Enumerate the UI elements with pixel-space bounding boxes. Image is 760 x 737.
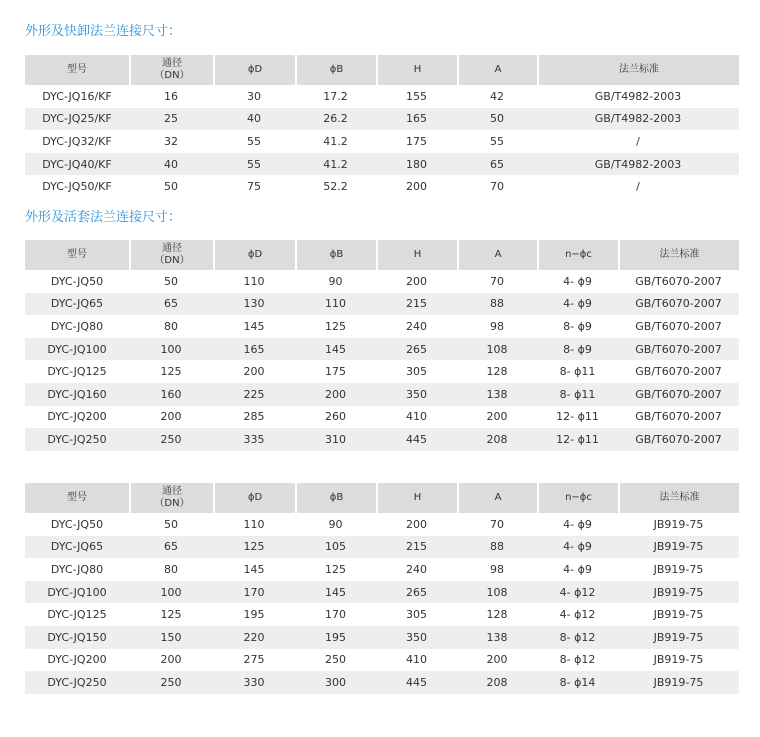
cell-h: 240 bbox=[406, 319, 427, 333]
cell-dn: 80 bbox=[164, 562, 178, 576]
table-row bbox=[25, 270, 739, 293]
cell-phib: 250 bbox=[325, 653, 346, 667]
cell-h: 155 bbox=[406, 89, 427, 103]
cell-dn: 25 bbox=[129, 108, 213, 131]
cell-standard: JB919-75 bbox=[653, 562, 704, 576]
cell-a: 70 bbox=[490, 274, 504, 288]
col-header-standard: 法兰标准 bbox=[537, 55, 739, 85]
cell-standard: GB/T6070-2007 bbox=[635, 365, 722, 379]
cell-model: DYC-JQ80 bbox=[50, 562, 104, 576]
cell-a: 138 bbox=[457, 626, 537, 649]
cell-phib: 105 bbox=[295, 536, 376, 559]
table-row bbox=[25, 293, 739, 316]
cell-phid: 275 bbox=[243, 653, 265, 667]
col-header-a: A bbox=[457, 240, 537, 270]
cell-dn: 100 bbox=[129, 581, 213, 604]
cell-h: 240 bbox=[406, 562, 427, 576]
cell-holes: 4- ϕ9 bbox=[563, 274, 592, 288]
cell-standard: GB/T6070-2007 bbox=[618, 428, 739, 451]
cell-phib: 200 bbox=[295, 383, 376, 406]
cell-h: 200 bbox=[406, 517, 427, 531]
cell-phib: 145 bbox=[295, 581, 376, 604]
cell-h: 215 bbox=[376, 536, 457, 559]
col-header-dn: 通径 （DN） bbox=[129, 240, 213, 270]
cell-standard: GB/T4982-2003 bbox=[594, 89, 682, 103]
col-header-a: A bbox=[457, 483, 537, 513]
cell-h: 305 bbox=[406, 365, 427, 379]
loose-flange-table-jb bbox=[25, 483, 739, 694]
col-header-model: 型号 bbox=[25, 55, 129, 85]
cell-h: 445 bbox=[376, 428, 457, 451]
cell-phib: 41.2 bbox=[295, 153, 376, 176]
cell-a: 55 bbox=[490, 134, 504, 148]
col-header-phid: ϕD bbox=[213, 55, 295, 85]
cell-holes: 4- ϕ9 bbox=[563, 517, 592, 531]
cell-dn: 50 bbox=[164, 517, 178, 531]
cell-holes: 4- ϕ9 bbox=[537, 293, 618, 316]
col-header-model: 型号 bbox=[25, 483, 129, 513]
cell-phid: 55 bbox=[213, 153, 295, 176]
cell-phid: 110 bbox=[243, 274, 265, 288]
cell-standard: JB919-75 bbox=[653, 608, 704, 622]
table-row bbox=[25, 85, 739, 108]
table-header-row bbox=[25, 55, 739, 85]
cell-phib: 195 bbox=[295, 626, 376, 649]
cell-standard: JB919-75 bbox=[618, 536, 739, 559]
cell-phid: 145 bbox=[243, 562, 265, 576]
cell-h: 175 bbox=[406, 134, 427, 148]
cell-h: 265 bbox=[376, 581, 457, 604]
cell-phid: 125 bbox=[213, 536, 295, 559]
cell-dn: 32 bbox=[164, 134, 178, 148]
table-row bbox=[25, 360, 739, 383]
cell-model: DYC-JQ125 bbox=[47, 608, 107, 622]
cell-h: 180 bbox=[376, 153, 457, 176]
cell-model: DYC-JQ200 bbox=[47, 410, 107, 424]
cell-phib: 300 bbox=[295, 671, 376, 694]
cell-standard: / bbox=[636, 134, 640, 148]
cell-h: 265 bbox=[376, 338, 457, 361]
cell-a: 50 bbox=[457, 108, 537, 131]
cell-a: 88 bbox=[457, 536, 537, 559]
table-row bbox=[25, 603, 739, 626]
col-header-phib: ϕB bbox=[295, 483, 376, 513]
cell-holes: 12- ϕ11 bbox=[556, 410, 599, 424]
col-header-dn: 通径 （DN） bbox=[129, 483, 213, 513]
cell-h: 200 bbox=[406, 180, 427, 194]
table-row bbox=[25, 581, 739, 604]
cell-phib: 175 bbox=[325, 365, 346, 379]
cell-a: 208 bbox=[457, 428, 537, 451]
table-row bbox=[25, 536, 739, 559]
cell-a: 200 bbox=[486, 410, 508, 424]
cell-phib: 90 bbox=[328, 517, 343, 531]
cell-model: DYC-JQ50/KF bbox=[42, 180, 112, 194]
col-header-dn: 通径 （DN） bbox=[129, 55, 213, 85]
table-row bbox=[25, 649, 739, 672]
col-header-phib: ϕB bbox=[295, 240, 376, 270]
cell-standard: GB/T6070-2007 bbox=[618, 338, 739, 361]
cell-holes: 4- ϕ9 bbox=[537, 536, 618, 559]
cell-standard: / bbox=[636, 180, 640, 194]
table-row bbox=[25, 108, 739, 131]
cell-dn: 200 bbox=[160, 410, 182, 424]
table-row bbox=[25, 383, 739, 406]
cell-h: 305 bbox=[406, 608, 427, 622]
table-row bbox=[25, 513, 739, 536]
cell-phid: 225 bbox=[213, 383, 295, 406]
col-header-h: H bbox=[376, 240, 457, 270]
col-header-holes: n−ϕc bbox=[537, 240, 618, 270]
cell-dn: 125 bbox=[160, 365, 182, 379]
table-row bbox=[25, 428, 739, 451]
cell-model: DYC-JQ16/KF bbox=[42, 89, 112, 103]
cell-model: DYC-JQ65 bbox=[25, 293, 129, 316]
cell-model: DYC-JQ40/KF bbox=[25, 153, 129, 176]
cell-phid: 165 bbox=[213, 338, 295, 361]
col-header-h: H bbox=[376, 483, 457, 513]
cell-a: 70 bbox=[490, 180, 504, 194]
cell-phib: 125 bbox=[325, 319, 346, 333]
cell-phid: 130 bbox=[213, 293, 295, 316]
cell-phid: 75 bbox=[247, 180, 261, 194]
cell-holes: 8- ϕ9 bbox=[563, 319, 592, 333]
cell-phib: 17.2 bbox=[323, 89, 348, 103]
cell-a: 65 bbox=[457, 153, 537, 176]
cell-model: DYC-JQ125 bbox=[47, 365, 107, 379]
col-header-standard: 法兰标准 bbox=[618, 240, 739, 270]
cell-phib: 260 bbox=[325, 410, 346, 424]
cell-phid: 330 bbox=[213, 671, 295, 694]
cell-holes: 12- ϕ11 bbox=[537, 428, 618, 451]
cell-a: 128 bbox=[486, 365, 508, 379]
cell-model: DYC-JQ200 bbox=[47, 653, 107, 667]
cell-model: DYC-JQ100 bbox=[25, 338, 129, 361]
cell-phid: 30 bbox=[247, 89, 261, 103]
cell-model: DYC-JQ150 bbox=[25, 626, 129, 649]
table-row bbox=[25, 406, 739, 429]
cell-phid: 335 bbox=[213, 428, 295, 451]
cell-model: DYC-JQ250 bbox=[25, 428, 129, 451]
cell-holes: 8- ϕ11 bbox=[537, 383, 618, 406]
cell-model: DYC-JQ32/KF bbox=[42, 134, 112, 148]
cell-dn: 125 bbox=[160, 608, 182, 622]
loose-flange-table-gb bbox=[25, 240, 739, 451]
cell-a: 42 bbox=[490, 89, 504, 103]
cell-a: 70 bbox=[490, 517, 504, 531]
cell-h: 350 bbox=[376, 383, 457, 406]
table-row bbox=[25, 130, 739, 153]
cell-holes: 8- ϕ12 bbox=[559, 653, 596, 667]
table-row bbox=[25, 558, 739, 581]
cell-phib: 26.2 bbox=[295, 108, 376, 131]
cell-dn: 16 bbox=[164, 89, 178, 103]
cell-holes: 4- ϕ9 bbox=[563, 562, 592, 576]
cell-a: 208 bbox=[457, 671, 537, 694]
col-header-h: H bbox=[376, 55, 457, 85]
cell-model: DYC-JQ65 bbox=[25, 536, 129, 559]
cell-phib: 41.2 bbox=[323, 134, 348, 148]
cell-standard: GB/T6070-2007 bbox=[618, 293, 739, 316]
table-row bbox=[25, 338, 739, 361]
kf-flange-table bbox=[25, 55, 739, 198]
cell-phib: 90 bbox=[328, 274, 343, 288]
col-header-phib: ϕB bbox=[295, 55, 376, 85]
cell-standard: GB/T6070-2007 bbox=[635, 410, 722, 424]
cell-phib: 125 bbox=[325, 562, 346, 576]
cell-a: 98 bbox=[490, 562, 504, 576]
cell-standard: GB/T6070-2007 bbox=[635, 274, 722, 288]
cell-standard: JB919-75 bbox=[618, 626, 739, 649]
cell-phid: 200 bbox=[243, 365, 265, 379]
table-row bbox=[25, 175, 739, 198]
cell-phid: 195 bbox=[243, 608, 265, 622]
cell-standard: GB/T4982-2003 bbox=[537, 108, 739, 131]
cell-holes: 4- ϕ12 bbox=[537, 581, 618, 604]
cell-holes: 8- ϕ14 bbox=[537, 671, 618, 694]
table-row bbox=[25, 153, 739, 176]
cell-h: 350 bbox=[376, 626, 457, 649]
cell-dn: 250 bbox=[129, 671, 213, 694]
cell-standard: JB919-75 bbox=[618, 671, 739, 694]
cell-phid: 170 bbox=[213, 581, 295, 604]
cell-standard: GB/T6070-2007 bbox=[618, 383, 739, 406]
cell-model: DYC-JQ50 bbox=[50, 274, 104, 288]
cell-h: 410 bbox=[406, 653, 427, 667]
cell-phib: 170 bbox=[325, 608, 346, 622]
cell-a: 200 bbox=[486, 653, 508, 667]
cell-h: 410 bbox=[406, 410, 427, 424]
cell-dn: 50 bbox=[164, 180, 178, 194]
cell-phib: 52.2 bbox=[323, 180, 348, 194]
cell-phib: 145 bbox=[295, 338, 376, 361]
cell-holes: 4- ϕ12 bbox=[559, 608, 596, 622]
cell-a: 108 bbox=[457, 338, 537, 361]
cell-a: 108 bbox=[457, 581, 537, 604]
cell-dn: 65 bbox=[129, 536, 213, 559]
cell-h: 165 bbox=[376, 108, 457, 131]
cell-phid: 220 bbox=[213, 626, 295, 649]
cell-model: DYC-JQ50 bbox=[50, 517, 104, 531]
col-header-a: A bbox=[457, 55, 537, 85]
cell-h: 215 bbox=[376, 293, 457, 316]
cell-phid: 40 bbox=[213, 108, 295, 131]
cell-phid: 285 bbox=[243, 410, 265, 424]
cell-h: 200 bbox=[406, 274, 427, 288]
col-header-phid: ϕD bbox=[213, 483, 295, 513]
cell-standard: GB/T6070-2007 bbox=[635, 319, 722, 333]
cell-dn: 65 bbox=[129, 293, 213, 316]
cell-model: DYC-JQ80 bbox=[50, 319, 104, 333]
table-header-row bbox=[25, 483, 739, 513]
cell-standard: JB919-75 bbox=[653, 653, 704, 667]
cell-model: DYC-JQ160 bbox=[25, 383, 129, 406]
cell-holes: 8- ϕ9 bbox=[537, 338, 618, 361]
cell-a: 138 bbox=[457, 383, 537, 406]
cell-phib: 110 bbox=[295, 293, 376, 316]
cell-dn: 80 bbox=[164, 319, 178, 333]
cell-dn: 150 bbox=[129, 626, 213, 649]
cell-model: DYC-JQ100 bbox=[25, 581, 129, 604]
cell-model: DYC-JQ250 bbox=[25, 671, 129, 694]
cell-dn: 250 bbox=[129, 428, 213, 451]
cell-dn: 40 bbox=[129, 153, 213, 176]
cell-phib: 310 bbox=[295, 428, 376, 451]
cell-phid: 145 bbox=[243, 319, 265, 333]
cell-h: 445 bbox=[376, 671, 457, 694]
cell-a: 98 bbox=[490, 319, 504, 333]
cell-dn: 100 bbox=[129, 338, 213, 361]
cell-standard: GB/T4982-2003 bbox=[537, 153, 739, 176]
col-header-standard: 法兰标准 bbox=[618, 483, 739, 513]
cell-dn: 50 bbox=[164, 274, 178, 288]
col-header-model: 型号 bbox=[25, 240, 129, 270]
cell-dn: 200 bbox=[160, 653, 182, 667]
section2-title: 外形及活套法兰连接尺寸： bbox=[25, 210, 182, 225]
cell-dn: 160 bbox=[129, 383, 213, 406]
cell-holes: 8- ϕ11 bbox=[559, 365, 596, 379]
table-row bbox=[25, 671, 739, 694]
cell-phid: 110 bbox=[243, 517, 265, 531]
table-header-row bbox=[25, 240, 739, 270]
cell-phid: 55 bbox=[247, 134, 261, 148]
cell-model: DYC-JQ25/KF bbox=[25, 108, 129, 131]
cell-a: 88 bbox=[457, 293, 537, 316]
col-header-phid: ϕD bbox=[213, 240, 295, 270]
table-row bbox=[25, 315, 739, 338]
cell-holes: 8- ϕ12 bbox=[537, 626, 618, 649]
cell-standard: JB919-75 bbox=[653, 517, 704, 531]
col-header-holes: n−ϕc bbox=[537, 483, 618, 513]
cell-a: 128 bbox=[486, 608, 508, 622]
section1-title: 外形及快卸法兰连接尺寸： bbox=[25, 24, 182, 39]
table-row bbox=[25, 626, 739, 649]
cell-standard: JB919-75 bbox=[618, 581, 739, 604]
